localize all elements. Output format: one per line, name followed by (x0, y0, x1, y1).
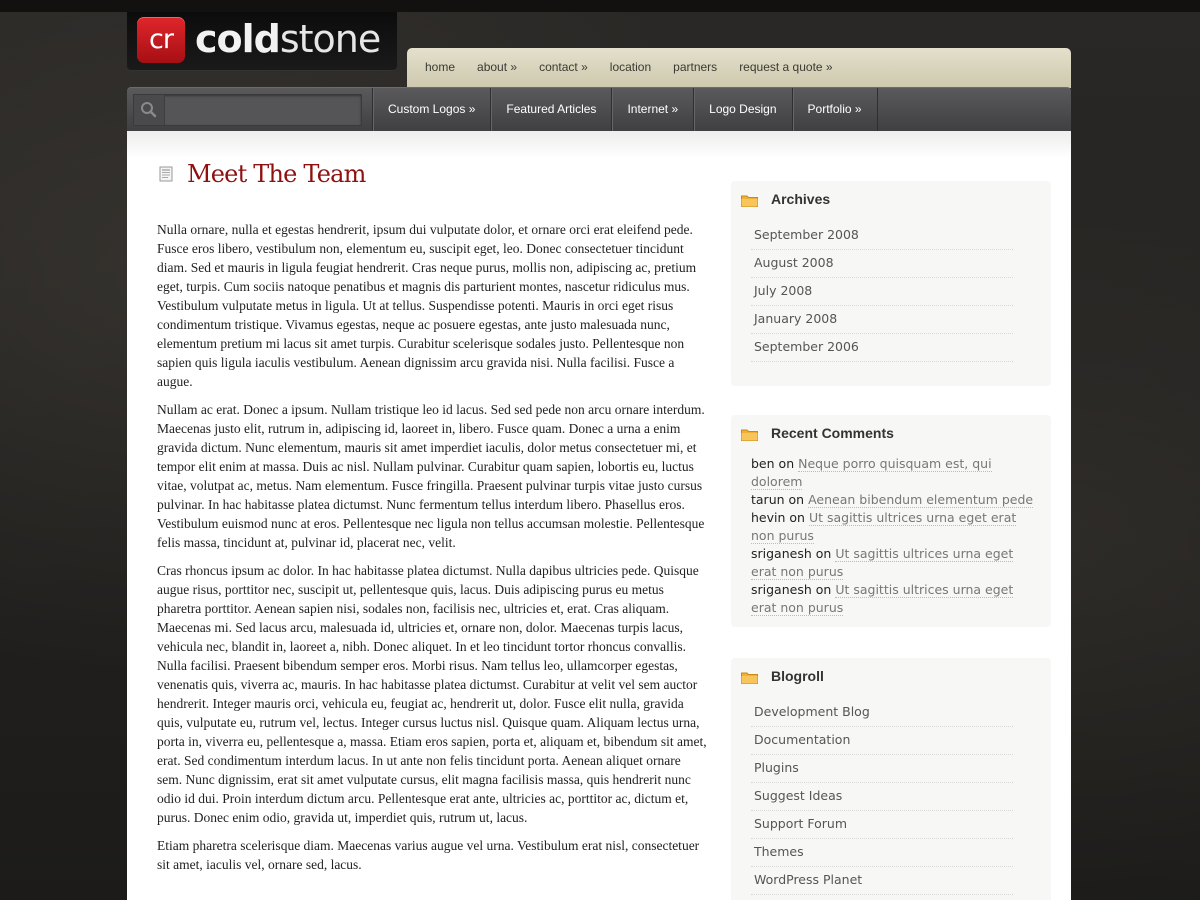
top-nav-home[interactable]: home (425, 60, 456, 74)
top-nav-request-quote[interactable]: request a quote » (739, 60, 833, 74)
archive-link[interactable]: July 2008 (751, 279, 1013, 306)
main-nav-logo-design[interactable]: Logo Design (693, 88, 791, 132)
post-paragraph: Cras rhoncus ipsum ac dolor. In hac habitasse platea dictumst. Nulla dapibus ultricies pede. Quisque augue risus, porttitor nec, suscipit ut, pellentesque quis, lacus. Duis adipiscing purus eu metus pharetra porttitor. Aenean sapien nisi, sodales non, facilisis nec, ultricies et, erat. Cras aliquam. Maecenas mi. Sed lacus arcu, malesuada id, ultricies et, ornare non, dolor. Maecenas turpis lacus, vehicula nec, blandit in, laoreet a, nibh. Donec aliquet. In et leo tincidunt tortor rhoncus convallis. Nulla facilisi. Praesent bibendum semper eros. Morbi risus. Nam tellus leo, ullamcorper egestas, venenatis quis, viverra ac, mauris. In hac habitasse platea dictumst. Curabitur at velit vel sem auctor hendrerit. Integer mauris orci, vehicula eu, feugiat ac, hendrerit ut, dolor. Fusce elit nulla, gravida quis, vulputate eu, rutrum vel, lectus. Integer cursus luctus nisl. Quisque quam. Aliquam lectus urna, porta in, viverra eu, pellentesque a, massa. Etiam eros sapien, porta et, aliquam et, bibendum sit amet, erat. Sed condimentum interdum lacus. In ut ante non felis tincidunt porta. Aenean aliquet ornare sem. Nunc dignissim, erat sit amet vulputate cursus, elit magna facilisis massa, quis hendrerit nunc odio id dui. Proin interdum dictum arcu. Pellentesque erat ante, ultricies ac, porttitor ac, dictum et, purus. Donec enim odio, gravida ut, imperdiet quis, rutrum ut, lacus. (157, 563, 707, 825)
post-title[interactable]: Meet The Team (187, 160, 366, 188)
post-paragraph: Nulla ornare, nulla et egestas hendrerit, ipsum dui vulputate dolor, et ornare orci erat eleifend pede. Fusce eros libero, vestibulum non, elementum eu, suscipit eget, leo. Donec consectetuer tincidunt diam. Sed et mauris in ligula feugiat hendrerit. Cras neque purus, mollis non, adipiscing ac, pretium eget, turpis. Cum sociis natoque penatibus et magnis dis parturient montes, nascetur ridiculus mus. Vestibulum vulputate metus in ligula. Ut at tellus. Suspendisse potenti. Mauris in orci eget risus condimentum tristique. Vivamus egestas, neque ac posuere egestas, ante justo malesuada nunc, elementum pretium mi lacus sit amet turpis. Curabitur scelerisque sodales justo. Pellentesque non sapien quis ligula iaculis vestibulum. Aenean dignissim arcu gravida nisi. Nulla facilisi. Fusce a augue. (157, 222, 697, 389)
archive-link[interactable]: August 2008 (751, 251, 1013, 278)
comment-post-link[interactable]: Aenean bibendum elementum pede (808, 492, 1034, 507)
blogroll-link[interactable]: Suggest Ideas (751, 784, 1013, 811)
comment-post-link[interactable]: Ut sagittis ultrices urna eget erat non purus (751, 582, 1014, 615)
comment-on: on (815, 546, 832, 561)
search-box (133, 94, 362, 126)
comment-item (751, 455, 1041, 491)
logo-text-bold: cold (195, 17, 280, 61)
recent-comments-widget (731, 415, 1051, 627)
top-nav-about[interactable]: about » (477, 60, 518, 74)
main-nav-featured-articles[interactable]: Featured Articles (490, 88, 611, 132)
comment-item (751, 509, 1041, 545)
comment-on: on (815, 582, 832, 597)
top-nav-partners[interactable]: partners (673, 60, 718, 74)
folder-icon (741, 671, 758, 684)
comment-author: ben (751, 456, 775, 471)
post-body (157, 220, 709, 883)
logo-text-light: stone (279, 17, 381, 61)
top-nav-contact[interactable]: contact » (539, 60, 588, 74)
main-nav-portfolio[interactable]: Portfolio » (792, 88, 878, 132)
blogroll-link[interactable]: Documentation (751, 728, 1013, 755)
comment-author: tarun (751, 492, 785, 507)
comment-item (751, 491, 1041, 509)
comment-on: on (778, 456, 795, 471)
main-nav (127, 87, 1071, 132)
post-paragraph: Etiam pharetra scelerisque diam. Maecenas varius augue vel urna. Vestibulum erat nisl, consectetuer sit amet, iaculis vel, ornare sed, lacus. (157, 838, 700, 872)
top-strip (0, 0, 1200, 12)
site-logo[interactable] (127, 12, 397, 70)
main-nav-custom-logos[interactable]: Custom Logos » (372, 88, 490, 132)
comment-post-link[interactable]: Ut sagittis ultrices urna eget erat non purus (751, 510, 1017, 543)
top-nav (407, 48, 1071, 88)
blogroll-link[interactable]: Support Forum (751, 812, 1013, 839)
comment-item (751, 581, 1041, 617)
comment-post-link[interactable]: Ut sagittis ultrices urna eget erat non purus (751, 546, 1014, 579)
comment-author: sriganesh (751, 582, 812, 597)
search-input[interactable] (166, 95, 358, 125)
search-button[interactable] (134, 95, 165, 125)
content-shade (127, 131, 1071, 159)
archives-title: Archives (771, 191, 831, 207)
comment-on: on (789, 510, 805, 525)
blogroll-link[interactable]: WordPress Planet (751, 868, 1013, 895)
archive-link[interactable]: January 2008 (751, 307, 1013, 334)
blogroll-link[interactable]: Development Blog (751, 700, 1013, 727)
folder-icon (741, 194, 758, 207)
comment-item (751, 545, 1041, 581)
comment-post-link[interactable]: Neque porro quisquam est, qui dolorem (751, 456, 992, 489)
top-nav-location[interactable]: location (609, 60, 652, 74)
recent-comments-title: Recent Comments (771, 425, 894, 441)
search-icon (134, 95, 164, 125)
post-paragraph: Nullam ac erat. Donec a ipsum. Nullam tristique leo id lacus. Sed sed pede non arcu ornare interdum. Maecenas justo elit, rutrum in, adipiscing id, laoreet in, libero. Fusce quam. Donec a urna a enim gravida dictum. Nunc elementum, mauris sit amet imperdiet iaculis, dolor metus consectetuer mi, et tempor elit enim at massa. Duis ac nisl. Nullam pulvinar. Curabitur quam sapien, lobortis eu, luctus vitae, volutpat ac, metus. Nam elementum. Fusce fringilla. Praesent pulvinar turpis vitae justo cursus pulvinar. In hac habitasse platea dictumst. Nunc fermentum tellus interdum libero. Phasellus eros. Vestibulum euismod nunc at eros. Pellentesque nec ligula non tellus accumsan molestie. Pellentesque felis massa, tincidunt at, pulvinar id, placerat nec, velit. (157, 402, 705, 550)
comments-list (751, 455, 1041, 617)
archive-link[interactable]: September 2008 (751, 223, 1013, 250)
blogroll-title: Blogroll (771, 668, 824, 684)
comment-on: on (788, 492, 805, 507)
blogroll-widget (731, 658, 1051, 900)
blogroll-link[interactable]: Plugins (751, 756, 1013, 783)
archives-widget (731, 181, 1051, 386)
blogroll-link[interactable]: Themes (751, 840, 1013, 867)
folder-icon (741, 428, 758, 441)
main-nav-internet[interactable]: Internet » (611, 88, 693, 132)
logo-badge: cr (137, 17, 185, 63)
document-icon (158, 166, 174, 182)
comment-author: sriganesh (751, 546, 812, 561)
logo-text (195, 16, 380, 62)
comment-author: hevin (751, 510, 786, 525)
archive-link[interactable]: September 2006 (751, 335, 1013, 362)
content-area (127, 131, 1071, 900)
